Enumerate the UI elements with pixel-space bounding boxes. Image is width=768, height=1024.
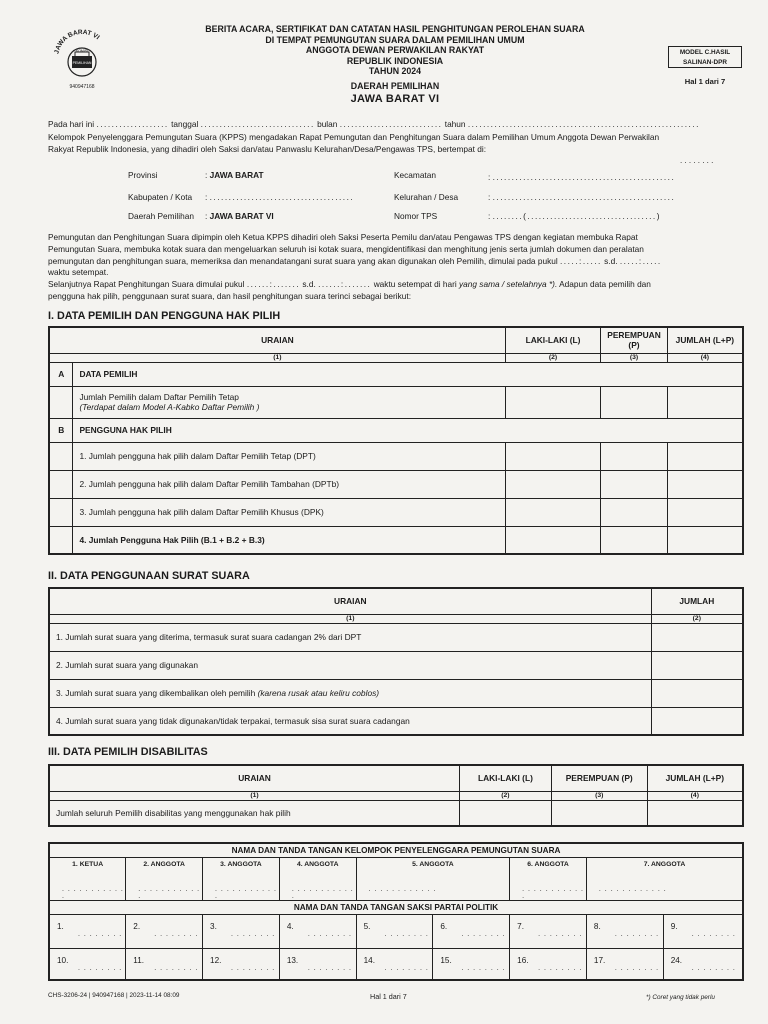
saksi-sign-cell[interactable] [433, 914, 510, 948]
saksi-sign-line: . . . . . . . . [461, 964, 506, 972]
kpps-sign-line: . . . . . . . . . . . . [62, 885, 124, 900]
s1-b-title: PENGGUNA HAK PILIH [73, 418, 743, 442]
s3-col-j: JUMLAH (L+P) [647, 765, 743, 791]
saksi-sign-line: . . . . . . . . [691, 930, 736, 938]
intro-line1: Pada hari ini ................... tanggal .............................. bulan ........................... tahun ............................................................. [48, 119, 700, 129]
logo-bottom-text: PEMILIHAN [72, 61, 92, 65]
s1-col-j: JUMLAH (L+P) [667, 327, 743, 353]
kpps-sign-cell[interactable] [279, 857, 356, 900]
s3-col-uraian: URAIAN [49, 765, 460, 791]
kpps-title: NAMA DAN TANDA TANGAN KELOMPOK PENYELENGGARA PEMUNGUTAN SUARA [49, 843, 743, 857]
s3-col-p: PEREMPUAN (P) [551, 765, 647, 791]
s2-r1: 1. Jumlah surat suara yang diterima, termasuk surat suara cadangan 2% dari DPT [49, 623, 651, 651]
s1-b-code: B [49, 418, 73, 442]
saksi-number: 15. [440, 955, 452, 965]
saksi-number: 8. [593, 921, 601, 931]
saksi-sign-cell[interactable] [203, 914, 280, 948]
saksi-number: 4. [286, 921, 294, 931]
logo-code: 940947168 [69, 84, 95, 90]
saksi-sign-cell[interactable] [586, 914, 663, 948]
saksi-sign-line: . . . . . . . . [154, 930, 199, 938]
saksi-sign-line: . . . . . . . . [538, 964, 583, 972]
saksi-sign-cell[interactable] [510, 948, 587, 980]
kpps-sign-cell[interactable] [356, 857, 510, 900]
body-p1-l2: Pemungutan Suara, membuka kotak suara dan mengeluarkan seluruh isi kotak suara, mengidentifikasi dan menghitung jenis serta jumlah dokumen dan peralatan [48, 244, 644, 254]
kelurahan-label: Kelurahan / Desa [394, 192, 459, 202]
kpps-sign-line: . . . . . . . . . . . . [368, 885, 437, 893]
saksi-number: 9. [670, 921, 678, 931]
saksi-number: 5. [363, 921, 371, 931]
section1-title: I. DATA PEMILIH DAN PENGGUNA HAK PILIH [48, 310, 281, 322]
saksi-sign-cell[interactable] [510, 914, 587, 948]
tps-label: Nomor TPS [394, 211, 438, 221]
s1-b3: 3. Jumlah pengguna hak pilih dalam Daftar Pemilih Khusus (DPK) [73, 498, 505, 526]
saksi-sign-line: . . . . . . . . [538, 930, 583, 938]
saksi-number: 10. [57, 955, 69, 965]
kpps-role: 2. ANGGOTA [143, 860, 185, 868]
kabupaten-label: Kabupaten / Kota [128, 192, 193, 202]
header-line1: BERITA ACARA, SERTIFIKAT DAN CATATAN HASIL PENGHITUNGAN PEROLEHAN SUARA [205, 24, 585, 34]
provinsi-value: JAWA BARAT [209, 170, 264, 180]
s1-a-title: DATA PEMILIH [73, 362, 743, 386]
model-line2: SALINAN-DPR [682, 58, 728, 66]
saksi-sign-line: . . . . . . . . [691, 964, 736, 972]
saksi-sign-cell[interactable] [433, 948, 510, 980]
section1-table: URAIAN LAKI-LAKI (L) PEREMPUAN (P) JUMLAH (L+P) (1) (2) (3) (4) A DATA PEMILIH Jumlah Pemilih dalam Daftar Pemilih Tetap (Terdapat dalam Model A-Kabko Daftar Pemilih ) B PENGGUNA HAK PILIH 1. Jumlah pengguna hak pilih dalam Daftar Pemilih Tetap (DPT) 2. Jumlah pengguna hak pilih dalam Daftar Pemilih Tambahan (DPTb) 3. Jumlah pengguna hak pilih dalam Daftar Pemilih Khusus (DPK) 4. Jumlah Pengguna Hak Pilih (B.1 + B.2 + B.3) [48, 326, 744, 555]
saksi-sign-cell[interactable] [49, 948, 126, 980]
body-p1-l1: Pemungutan dan Penghitungan Suara dipimpin oleh Ketua KPPS dihadiri oleh Saksi Peserta Pemilu dan/atau Pengawas TPS dengan kegiatan membuka Rapat [48, 232, 638, 242]
header-line2: DI TEMPAT PEMUNGUTAN SUARA DALAM PEMILIHAN UMUM [265, 34, 525, 45]
signature-table [48, 842, 744, 981]
body-p1-l4: waktu setempat. [48, 267, 109, 277]
saksi-number: 17. [593, 955, 606, 965]
daerah-pemilihan-value: JAWA BARAT VI [209, 211, 274, 221]
body-p1-l3: pemungutan dan penghitungan suara, memeriksa dan menandatangani surat suara yang akan digunakan oleh Pemilih, dimulai pada pukul .....:..... s.d. .....:..... [48, 256, 662, 266]
s1-b1: 1. Jumlah pengguna hak pilih dalam Daftar Pemilih Tetap (DPT) [73, 442, 505, 470]
logo-inner-text: KOMISI [75, 49, 89, 53]
daerah-value: JAWA BARAT VI [350, 92, 440, 105]
saksi-sign-cell[interactable] [663, 948, 743, 980]
s3-r1: Jumlah seluruh Pemilih disabilitas yang menggunakan hak pilih [49, 800, 460, 826]
header-line5: TAHUN 2024 [368, 66, 422, 77]
kpps-sign-line: . . . . . . . . . . . . [291, 885, 354, 900]
footer-code: CHS-3206-24 | 940947168 | 2023-11-14 08:09 [48, 992, 180, 999]
s1-b4: 4. Jumlah Pengguna Hak Pilih (B.1 + B.2 + B.3) [73, 526, 505, 554]
s2-col-j: JUMLAH [651, 588, 743, 614]
saksi-sign-cell[interactable] [126, 914, 203, 948]
kecamatan-label: Kecamatan [394, 170, 436, 180]
kpu-logo [48, 24, 116, 92]
dots-extra: . . . . . . . . [680, 156, 714, 165]
saksi-sign-cell[interactable] [279, 914, 356, 948]
footer-note: *) Coret yang tidak perlu [646, 994, 715, 1001]
s1-col-uraian: URAIAN [49, 327, 505, 353]
saksi-sign-line: . . . . . . . . [614, 964, 660, 972]
section2-title: II. DATA PENGGUNAAN SURAT SUARA [48, 570, 250, 582]
s1-a-l-input[interactable] [505, 386, 600, 418]
saksi-sign-line: . . . . . . . . [384, 930, 429, 938]
s2-col-uraian: URAIAN [49, 588, 651, 614]
saksi-sign-cell[interactable] [663, 914, 743, 948]
kpps-sign-cell[interactable] [510, 857, 587, 900]
saksi-sign-line: . . . . . . . . [78, 930, 123, 938]
saksi-sign-line: . . . . . . . . [614, 930, 660, 938]
kpps-role: 6. ANGGOTA [527, 860, 569, 868]
kecamatan-field[interactable]: : ................................................ [488, 172, 676, 182]
s1-col-l: LAKI-LAKI (L) [505, 327, 600, 353]
model-box [668, 46, 742, 68]
document-header [130, 24, 660, 104]
saksi-number: 12. [210, 955, 222, 965]
saksi-number: 1. [57, 921, 64, 931]
saksi-sign-line: . . . . . . . . [154, 964, 199, 972]
model-line1: MODEL C.HASIL [679, 49, 731, 56]
kpps-role: 4. ANGGOTA [296, 860, 339, 868]
saksi-sign-cell[interactable] [356, 948, 433, 980]
tps-field[interactable]: : ........(..................................) [488, 211, 661, 221]
daerah-pemilihan-label: Daerah Pemilihan [128, 211, 194, 221]
footer-page: Hal 1 dari 7 [370, 992, 407, 1001]
body-p2-l1: Selanjutnya Rapat Penghitungan Suara dimulai pukul ......:....... s.d. ......:....... waktu setempat di hari yang sama / setelahnya *). Adapun data pemilih dan [48, 279, 651, 289]
kabupaten-field[interactable]: : ...................................... [205, 192, 355, 202]
saksi-number: 13. [286, 955, 299, 965]
saksi-sign-line: . . . . . . . . [307, 964, 353, 972]
kpps-sign-line: . . . . . . . . . . . . [598, 885, 667, 893]
section3-title: III. DATA PEMILIH DISABILITAS [48, 746, 208, 758]
saksi-number: 2. [133, 921, 141, 931]
kpps-sign-cell[interactable] [586, 857, 743, 900]
s2-r4: 4. Jumlah surat suara yang tidak digunakan/tidak terpakai, termasuk sisa surat suara cadangan [49, 707, 651, 735]
logo-arc-text: JAWA BARAT VI [53, 28, 101, 55]
kpps-role: 3. ANGGOTA [220, 860, 262, 868]
kpps-sign-cell[interactable] [203, 857, 280, 900]
kelurahan-field[interactable]: : ................................................ [488, 192, 676, 202]
section3-table: URAIAN LAKI-LAKI (L) PEREMPUAN (P) JUMLAH (L+P) (1) (2) (3) (4) Jumlah seluruh Pemilih disabilitas yang menggunakan hak pilih [48, 764, 744, 827]
daerah-label: DAERAH PEMILIHAN [350, 80, 440, 91]
section2-table: URAIAN JUMLAH (1) (2) 1. Jumlah surat suara yang diterima, termasuk surat suara cadangan 2% dari DPT 2. Jumlah surat suara yang digunakan 3. Jumlah surat suara yang dikembalikan oleh pemilih (karena rusak atau keliru coblos) 4. Jumlah surat suara yang tidak digunakan/tidak terpakai, termasuk sisa surat suara cadangan [48, 587, 744, 736]
kpps-role: 5. ANGGOTA [412, 860, 454, 868]
s1-a-code: A [49, 362, 73, 386]
saksi-number: 14. [363, 955, 375, 965]
kpps-role: 7. ANGGOTA [643, 860, 686, 868]
saksi-number: 7. [517, 921, 524, 931]
saksi-number: 3. [210, 921, 217, 931]
saksi-sign-cell[interactable] [356, 914, 433, 948]
header-line3: ANGGOTA DEWAN PERWAKILAN RAKYAT [305, 45, 485, 56]
saksi-number: 6. [440, 921, 448, 931]
saksi-sign-line: . . . . . . . . [231, 964, 276, 972]
saksi-sign-cell[interactable] [126, 948, 203, 980]
intro-line3: Rakyat Republik Indonesia, yang dihadiri oleh Saksi dan/atau Panwaslu Kelurahan/Desa/Pengawas TPS, bertempat di: [48, 144, 487, 154]
page-indicator: Hal 1 dari 7 [684, 77, 726, 86]
s1-b2: 2. Jumlah pengguna hak pilih dalam Daftar Pemilih Tambahan (DPTb) [73, 470, 505, 498]
saksi-title: NAMA DAN TANDA TANGAN SAKSI PARTAI POLITIK [49, 900, 743, 914]
s1-a-item: Jumlah Pemilih dalam Daftar Pemilih Tetap (Terdapat dalam Model A-Kabko Daftar Pemilih ) [73, 386, 505, 418]
kpps-sign-line: . . . . . . . . . . . . [522, 885, 584, 900]
saksi-sign-line: . . . . . . . . [78, 964, 123, 972]
kpps-sign-cell[interactable] [49, 857, 126, 900]
saksi-number: 16. [517, 955, 529, 965]
s3-col-l: LAKI-LAKI (L) [460, 765, 552, 791]
body-p2-l2: pengguna hak pilih, penggunaan surat suara, dan hasil penghitungan suara terinci sebagai berikut: [48, 291, 412, 301]
s1-a-p-input[interactable] [601, 386, 668, 418]
kpps-sign-line: . . . . . . . . . . . . [138, 885, 201, 900]
saksi-sign-cell[interactable] [586, 948, 663, 980]
header-line4: REPUBLIK INDONESIA [346, 55, 444, 66]
s1-col-p: PEREMPUAN (P) [601, 327, 668, 353]
saksi-number: 11. [133, 955, 145, 965]
saksi-sign-line: . . . . . . . . [231, 930, 276, 938]
saksi-sign-cell[interactable] [49, 914, 126, 948]
saksi-sign-line: . . . . . . . . [384, 964, 429, 972]
s1-a-j-input[interactable] [667, 386, 743, 418]
saksi-sign-line: . . . . . . . . [461, 930, 506, 938]
provinsi-label: Provinsi [128, 170, 158, 180]
kpps-role: 1. KETUA [72, 860, 104, 868]
saksi-sign-cell[interactable] [203, 948, 280, 980]
saksi-number: 24. [670, 955, 683, 965]
saksi-sign-cell[interactable] [279, 948, 356, 980]
kpps-sign-line: . . . . . . . . . . . . [215, 885, 277, 900]
saksi-sign-line: . . . . . . . . [307, 930, 353, 938]
kpps-sign-cell[interactable] [126, 857, 203, 900]
s2-r3: 3. Jumlah surat suara yang dikembalikan oleh pemilih (karena rusak atau keliru coblos) [49, 679, 651, 707]
intro-line2: Kelompok Penyelenggara Pemungutan Suara (KPPS) mengadakan Rapat Pemungutan dan Penghitungan Suara dalam Pemilihan Umum Anggota Dewan Perwakilan [48, 132, 660, 142]
s2-r2: 2. Jumlah surat suara yang digunakan [49, 651, 651, 679]
